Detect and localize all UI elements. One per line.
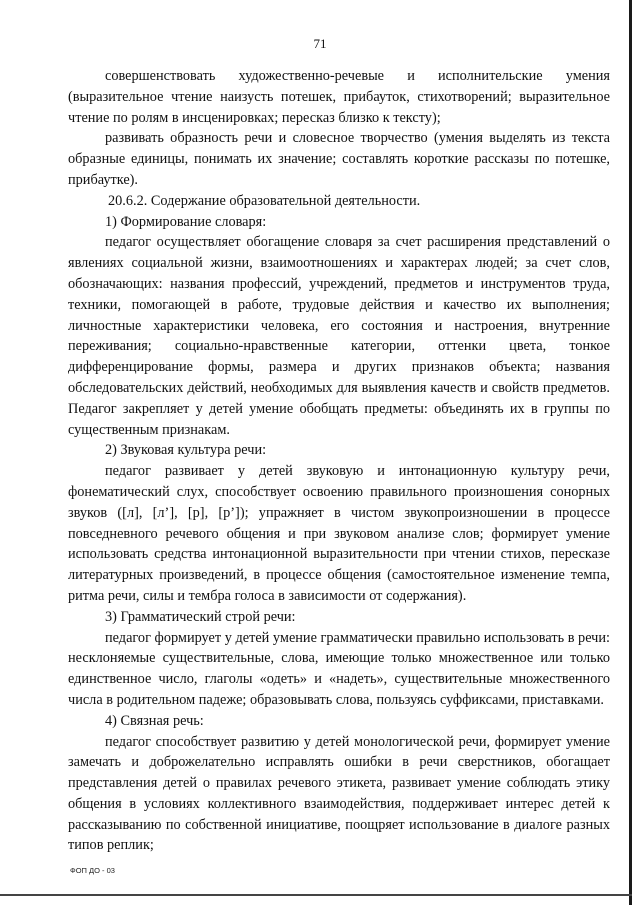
footer-code: ФОП ДО - 03 (70, 866, 115, 875)
section-heading: 20.6.2. Содержание образовательной деятельности. (108, 192, 421, 209)
subsection-heading: 4) Связная речь: (105, 712, 204, 729)
paragraph: развивать образность речи и словесное творчество (умения выделять из текста образные единицы, понимать их значение; составлять короткие рассказы по потешке, прибаутке). (68, 130, 610, 188)
paragraph: совершенствовать художественно-речевые и исполнительские умения (выразительное чтение наизусть потешек, прибауток, стихотворений; выразительное чтение по ролям в инсценировках; пересказ близко к тексту); (68, 68, 610, 126)
subsection-heading: 1) Формирование словаря: (105, 213, 267, 230)
paragraph: педагог формирует у детей умение грамматически правильно использовать в речи: несклоняемые существительные, слова, имеющие только множественное или только единственное число, глаголы «одеть» и «надеть», существительные множественного числа в родительном падеже; образовывать слова, пользуясь суффиксами, приставками. (68, 629, 610, 708)
page-number: 71 (313, 36, 327, 51)
paragraph: педагог способствует развитию у детей монологической речи, формирует умение замечать и доброжелательно исправлять ошибки в речи сверстников, обогащает представления детей о правилах речевого этикета, развивает умение соблюдать этику общения в условиях коллективного взаимодействия, поддерживает интерес детей к рассказыванию по собственной инициативе, поощряет использование в диалоге разных типов реплик; (68, 733, 610, 854)
subsection-heading: 2) Звуковая культура речи: (105, 442, 267, 459)
scan-edge-bottom (0, 894, 632, 896)
subsection-heading: 3) Грамматический строй речи: (105, 608, 296, 625)
paragraph: педагог осуществляет обогащение словаря за счет расширения представлений о явлениях социальной жизни, взаимоотношениях и характерах людей; за счет слов, обозначающих: названия профессий, учреждений, предметов и инструментов труда, техники, помогающей в работе, трудовые действия и качество их выполнения; личностные характеристики человека, его состояния и настроения, внутренние переживания; социально-нравственные категории, оттенки цвета, тонкое дифференцирование формы, размера и других признаков объекта; названия обследовательских действий, необходимых для выявления качеств и свойств предметов. Педагог закрепляет у детей умение обобщать предметы: объединять их в группы по существенным признакам. (68, 234, 610, 438)
scan-edge-right (629, 0, 632, 905)
paragraph: педагог развивает у детей звуковую и интонационную культуру речи, фонематический слух, способствует освоению правильного произношения сонорных звуков ([л], [л’], [р], [р’]); упражняет в чистом звукопроизношении в процессе повседневного речевого общения и при звуковом анализе слов; формирует умение использовать средства интонационной выразительности при чтении стихов, пересказе литературных произведений, в процессе общения (самостоятельное изменение темпа, ритма речи, силы и тембра голоса в зависимости от содержания). (68, 463, 610, 604)
document-body (68, 66, 610, 856)
